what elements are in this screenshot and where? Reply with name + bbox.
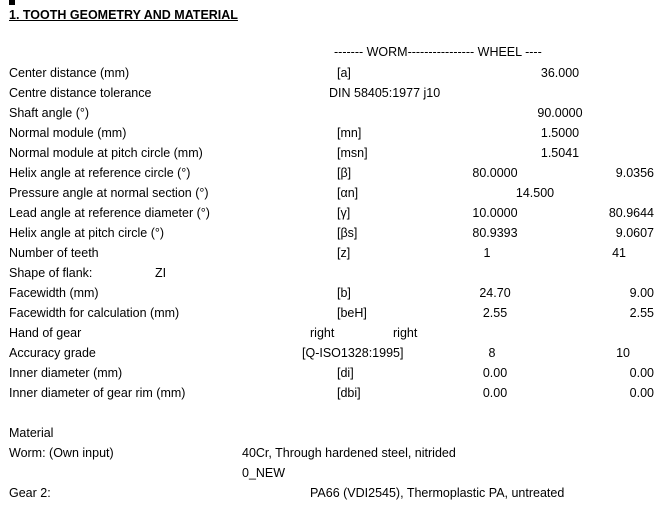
row-symbol: [b] (337, 286, 351, 300)
row-facewidth (0, 283, 664, 303)
worm-value: right (310, 326, 335, 340)
row-label: Normal module at pitch circle (mm) (9, 146, 203, 160)
row-shared-value: 36.000 (540, 66, 580, 80)
row-label: Number of teeth (9, 246, 99, 260)
row-label: Helix angle at reference circle (°) (9, 166, 191, 180)
worm-value: 2.55 (482, 306, 508, 320)
wheel-value: 9.00 (629, 286, 654, 300)
wheel-value: right (393, 326, 418, 340)
material-heading-row (0, 423, 664, 443)
worm-value: 80.0000 (472, 166, 518, 180)
wheel-value: 10 (616, 346, 630, 360)
row-shared-value: 1.5041 (540, 146, 580, 160)
material-gear2-row (0, 483, 664, 503)
wheel-value: 9.0607 (615, 226, 654, 240)
row-symbol: [msn] (337, 146, 368, 160)
row-pressure-angle (0, 183, 664, 203)
row-label: Shape of flank: (9, 266, 93, 280)
row-helix-pitch (0, 223, 664, 243)
row-inner-diameter (0, 363, 664, 383)
row-symbol: [mn] (337, 126, 362, 140)
row-center-distance (0, 63, 664, 83)
row-label: Shaft angle (°) (9, 106, 90, 120)
row-label: Helix angle at pitch circle (°) (9, 226, 165, 240)
worm-value: 24.70 (479, 286, 511, 300)
row-symbol: [βs] (337, 226, 358, 240)
wheel-value: 0.00 (629, 386, 654, 400)
gear2-material-label: Gear 2: (9, 486, 51, 500)
row-label: Facewidth for calculation (mm) (9, 306, 180, 320)
row-symbol: [γ] (337, 206, 351, 220)
section-title: 1. TOOTH GEOMETRY AND MATERIAL (9, 8, 238, 22)
row-normal-module (0, 123, 664, 143)
worm-value: 0.00 (482, 386, 508, 400)
row-lead-angle (0, 203, 664, 223)
row-centre-tolerance (0, 83, 664, 103)
row-number-of-teeth (0, 243, 664, 263)
corner-marker (9, 0, 15, 5)
row-symbol: [dbi] (337, 386, 361, 400)
wheel-value: 2.55 (629, 306, 654, 320)
worm-value: 0.00 (482, 366, 508, 380)
row-symbol: [a] (337, 66, 351, 80)
row-inner-rim (0, 383, 664, 403)
worm-material-label: Worm: (Own input) (9, 446, 114, 460)
row-symbol: [di] (337, 366, 354, 380)
row-shared-value: 14.500 (515, 186, 555, 200)
row-label: Inner diameter (mm) (9, 366, 123, 380)
row-shape-of-flank (0, 263, 664, 283)
row-label: Normal module (mm) (9, 126, 127, 140)
row-label: Center distance (mm) (9, 66, 130, 80)
worm-value: 10.0000 (472, 206, 518, 220)
gear2-material-value: PA66 (VDI2545), Thermoplastic PA, untreated (310, 486, 565, 500)
row-label: Centre distance tolerance (9, 86, 152, 100)
worm-value: 80.9393 (472, 226, 518, 240)
row-standard-value: DIN 58405:1977 j10 (329, 86, 441, 100)
row-label: Inner diameter of gear rim (mm) (9, 386, 186, 400)
row-symbol: [z] (337, 246, 351, 260)
worm-material-value: 40Cr, Through hardened steel, nitrided (242, 446, 456, 460)
row-label: Hand of gear (9, 326, 82, 340)
row-helix-reference (0, 163, 664, 183)
wheel-value: 9.0356 (615, 166, 654, 180)
row-label: Pressure angle at normal section (°) (9, 186, 209, 200)
row-shaft-angle (0, 103, 664, 123)
wheel-value: 80.9644 (608, 206, 654, 220)
column-header: ------- WORM---------------- WHEEL ---- (334, 45, 542, 59)
row-symbol: [Q-ISO1328:1995] (302, 346, 404, 360)
row-label: Accuracy grade (9, 346, 96, 360)
worm-value: 1 (483, 246, 491, 260)
worm-value: 8 (488, 346, 496, 360)
row-label: Facewidth (mm) (9, 286, 99, 300)
row-shared-value: 90.0000 (537, 106, 583, 120)
worm-material-code: 0_NEW (242, 466, 286, 480)
material-worm-row-2 (0, 463, 664, 483)
material-heading: Material (9, 426, 54, 440)
row-shared-value: 1.5000 (540, 126, 580, 140)
row-symbol: [αn] (337, 186, 359, 200)
row-normal-module-pitch (0, 143, 664, 163)
row-label: Lead angle at reference diameter (°) (9, 206, 210, 220)
row-symbol: [β] (337, 166, 352, 180)
wheel-value: 0.00 (629, 366, 654, 380)
row-symbol: [beH] (337, 306, 367, 320)
flank-value: ZI (155, 266, 167, 280)
material-worm-row (0, 443, 664, 463)
row-accuracy-grade (0, 343, 664, 363)
row-hand-of-gear (0, 323, 664, 343)
row-facewidth-calc (0, 303, 664, 323)
wheel-value: 41 (612, 246, 626, 260)
